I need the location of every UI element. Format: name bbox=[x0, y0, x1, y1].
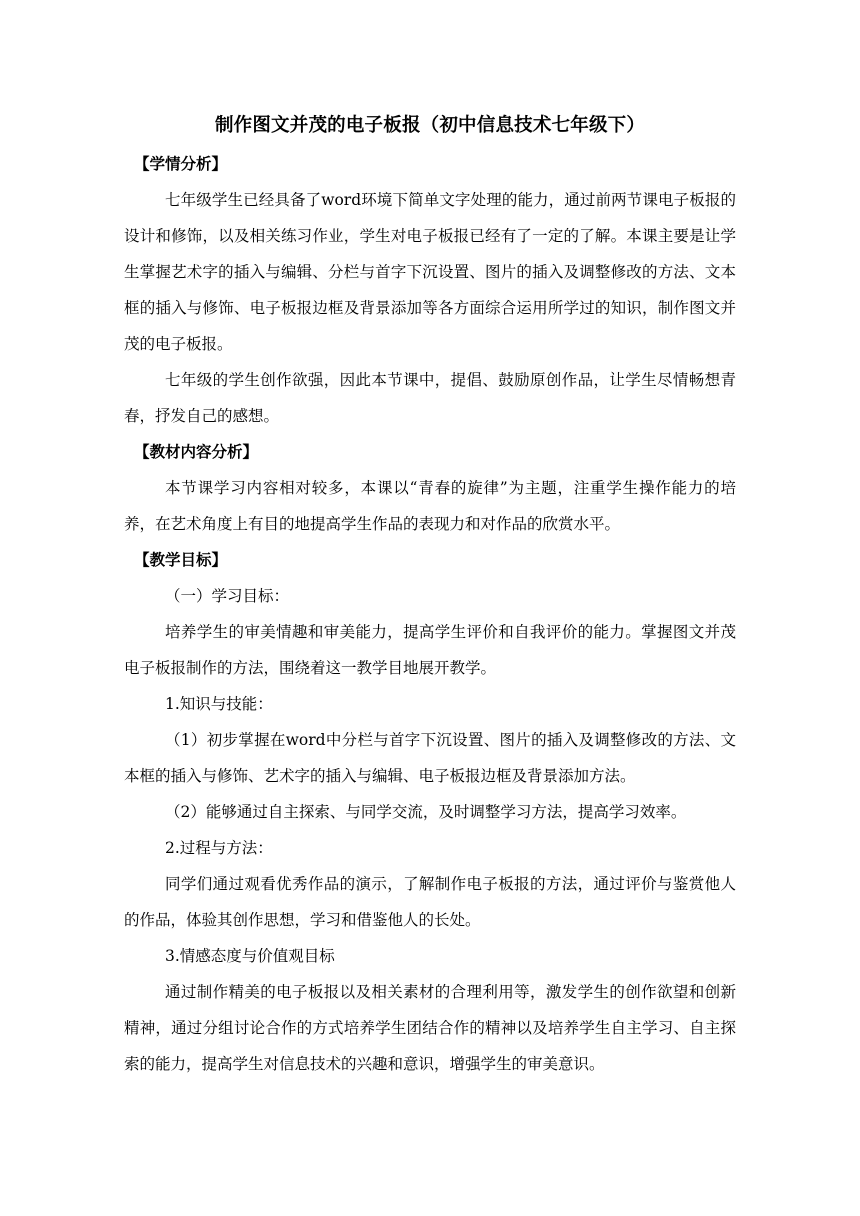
item-title: 3.情感态度与价值观目标 bbox=[165, 947, 335, 965]
document-title: 制作图文并茂的电子板报（初中信息技术七年级下） bbox=[214, 115, 646, 136]
sub-heading: （一）学习目标： bbox=[165, 587, 290, 605]
paragraph: （2）能够通过自主探索、与同学交流，及时调整学习方法，提高学习效率。 bbox=[165, 803, 687, 821]
paragraph: 通过制作精美的电子板报以及相关素材的合理利用等，激发学生的创作欲望和创新精神，通过分组讨论合作的方式培养学生团结合作的精神以及培养学生自主学习、自主探索的能力，提高学生对信息技术的兴趣和意识，增强学生的审美意识。 bbox=[124, 983, 736, 1073]
section-student-analysis bbox=[124, 146, 736, 434]
paragraph: 七年级学生已经具备了word环境下简单文字处理的能力，通过前两节课电子板报的设计和修饰，以及相关练习作业，学生对电子板报已经有了一定的了解。本课主要是让学生掌握艺术字的插入与编辑、分栏与首字下沉设置、图片的插入及调整修改的方法、文本框的插入与修饰、电子板报边框及背景添加等各方面综合运用所学过的知识，制作图文并茂的电子板报。 bbox=[124, 191, 736, 353]
section-content-analysis bbox=[124, 434, 736, 542]
paragraph: 培养学生的审美情趣和审美能力，提高学生评价和自我评价的能力。掌握图文并茂电子板报制作的方法，围绕着这一教学目地展开教学。 bbox=[124, 623, 736, 677]
section-teaching-goals bbox=[124, 542, 736, 1082]
paragraph: 本节课学习内容相对较多，本课以“青春的旋律”为主题，注重学生操作能力的培养，在艺术角度上有目的地提高学生作品的表现力和对作品的欣赏水平。 bbox=[124, 479, 736, 533]
paragraph: 同学们通过观看优秀作品的演示，了解制作电子板报的方法，通过评价与鉴赏他人的作品，体验其创作思想，学习和借鉴他人的长处。 bbox=[124, 875, 736, 929]
item-title: 2.过程与方法： bbox=[165, 839, 273, 857]
paragraph: 七年级的学生创作欲强，因此本节课中，提倡、鼓励原创作品，让学生尽情畅想青春，抒发自己的感想。 bbox=[124, 371, 736, 425]
document-page bbox=[124, 112, 736, 1082]
section-heading: 【教材内容分析】 bbox=[134, 443, 259, 461]
paragraph: （1）初步掌握在word中分栏与首字下沉设置、图片的插入及调整修改的方法、文本框的插入与修饰、艺术字的插入与编辑、电子板报边框及背景添加方法。 bbox=[124, 731, 736, 785]
item-title: 1.知识与技能： bbox=[165, 695, 273, 713]
section-heading: 【学情分析】 bbox=[134, 155, 228, 173]
section-heading: 【教学目标】 bbox=[134, 551, 228, 569]
